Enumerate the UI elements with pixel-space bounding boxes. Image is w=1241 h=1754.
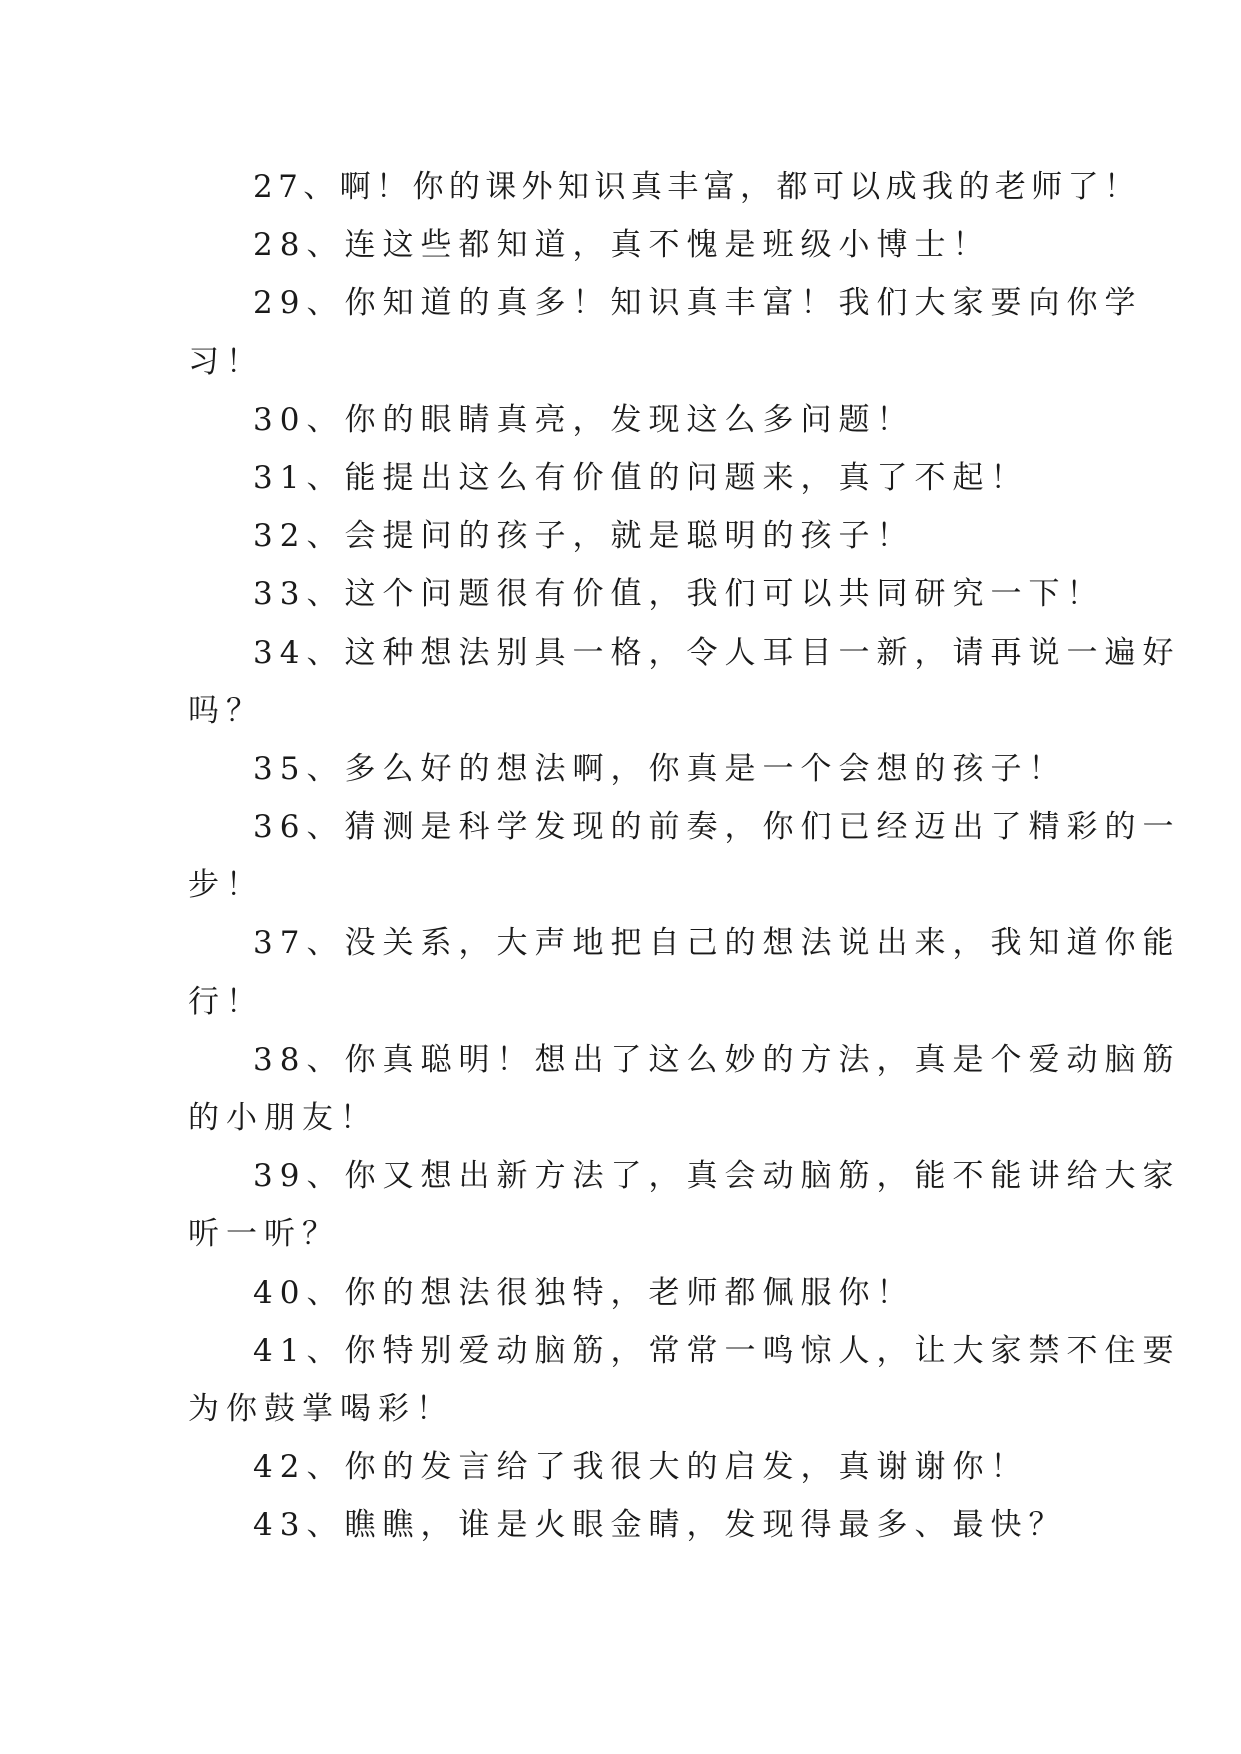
list-item: 37、没关系，大声地把自己的想法说出来，我知道你能 [253, 925, 1181, 962]
list-item-continuation: 步！ [188, 867, 264, 904]
phrase-list [188, 158, 1181, 1555]
list-item-continuation: 行！ [188, 983, 264, 1020]
list-item-continuation: 的小朋友！ [188, 1100, 378, 1136]
list-item: 28、连这些都知道，真不愧是班级小博士！ [253, 227, 991, 264]
list-item: 43、瞧瞧，谁是火眼金睛，发现得最多、最快？ [253, 1507, 1067, 1544]
list-item: 40、你的想法很独特，老师都佩服你！ [253, 1274, 915, 1311]
list-item-continuation: 习！ [188, 343, 264, 380]
list-item: 31、能提出这么有价值的问题来，真了不起！ [253, 459, 1029, 496]
list-item: 29、你知道的真多！知识真丰富！我们大家要向你学 [253, 285, 1143, 322]
list-item-continuation: 吗？ [188, 692, 264, 729]
list-item-continuation: 为你鼓掌喝彩！ [188, 1390, 454, 1427]
list-item: 32、会提问的孩子，就是聪明的孩子！ [253, 518, 915, 555]
list-item: 42、你的发言给了我很大的启发，真谢谢你！ [253, 1449, 1029, 1486]
list-item: 34、这种想法别具一格，令人耳目一新，请再说一遍好 [253, 634, 1181, 671]
list-item: 30、你的眼睛真亮，发现这么多问题！ [253, 401, 915, 438]
list-item: 38、你真聪明！想出了这么妙的方法，真是个爱动脑筋 [253, 1041, 1181, 1078]
list-item: 27、啊！你的课外知识真丰富，都可以成我的老师了！ [253, 169, 1141, 205]
list-item: 39、你又想出新方法了，真会动脑筋，能不能讲给大家 [253, 1158, 1181, 1195]
list-item: 33、这个问题很有价值，我们可以共同研究一下！ [253, 576, 1105, 613]
list-item: 35、多么好的想法啊，你真是一个会想的孩子！ [253, 750, 1067, 787]
list-item: 41、你特别爱动脑筋，常常一鸣惊人，让大家禁不住要 [253, 1332, 1181, 1369]
list-item: 36、猜测是科学发现的前奏，你们已经迈出了精彩的一 [253, 809, 1181, 846]
list-item-continuation: 听一听？ [188, 1216, 340, 1253]
